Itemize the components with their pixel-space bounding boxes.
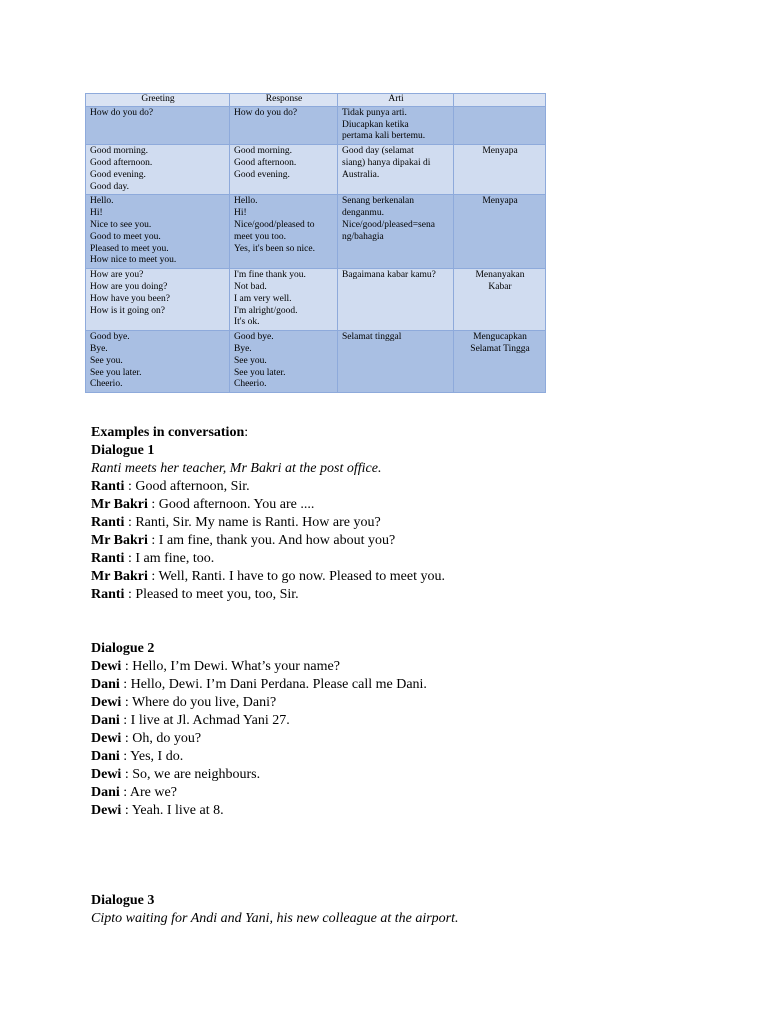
cell-line: See you. — [234, 355, 267, 366]
table-cell-greeting — [86, 106, 230, 144]
cell-line: How nice to meet you. — [90, 255, 177, 266]
line-text: : Yes, I do. — [119, 749, 184, 764]
cell-line: Cheerio. — [234, 379, 267, 390]
table-cell-response — [230, 331, 338, 393]
line-text: : Ranti, Sir. My name is Ranti. How are you? — [124, 515, 381, 530]
cell-line: Tidak punya arti. — [342, 107, 407, 118]
line-text: : Are we? — [119, 785, 177, 800]
cell-line: Diucapkan ketika — [342, 119, 409, 130]
cell-line: pertama kali bertemu. — [342, 131, 426, 142]
cell-line: How are you doing? — [90, 281, 168, 292]
header-greeting: Greeting — [86, 94, 230, 107]
dialogue-line — [91, 748, 459, 766]
greeting-table — [85, 93, 546, 393]
dialogue-line — [91, 586, 459, 604]
cell-line: How do you do? — [90, 107, 154, 118]
speaker-name: Ranti — [91, 551, 125, 566]
speaker-name: Dani — [91, 713, 120, 728]
cell-line: Mengucapkan — [473, 332, 527, 343]
table-cell-use — [454, 195, 546, 269]
cell-line: siang) hanya dipakai di — [342, 157, 431, 168]
table-cell-greeting — [86, 269, 230, 331]
cell-line: See you later. — [90, 367, 142, 378]
cell-line: ng/bahagia — [342, 231, 384, 242]
dialogue1-intro: Ranti meets her teacher, Mr Bakri at the post office. — [91, 461, 382, 476]
cell-line: How is it going on? — [90, 305, 165, 316]
cell-line: Yes, it's been so nice. — [234, 243, 315, 254]
table-row — [86, 195, 546, 269]
table-row — [86, 269, 546, 331]
table-cell-arti — [338, 145, 454, 195]
cell-line: Nice/good/pleased=sena — [342, 219, 435, 230]
speaker-name: Dewi — [91, 695, 122, 710]
cell-line: I am very well. — [234, 293, 292, 304]
table-header-row — [86, 94, 546, 107]
dialogue-line — [91, 550, 459, 568]
table-cell-response — [230, 106, 338, 144]
section-colon: : — [244, 425, 249, 440]
cell-line: Good bye. — [90, 332, 130, 343]
line-text: : Good afternoon, Sir. — [124, 479, 250, 494]
cell-line: Bagaimana kabar kamu? — [342, 270, 436, 281]
speaker-name: Dewi — [91, 731, 122, 746]
cell-line: Hello. — [234, 196, 258, 207]
dialogue-line — [91, 496, 459, 514]
speaker-name: Dani — [91, 677, 120, 692]
cell-line: Hi! — [90, 208, 103, 219]
table-cell-use — [454, 145, 546, 195]
dialogue-line — [91, 514, 459, 532]
dialogue-line — [91, 478, 459, 496]
line-text: : Pleased to meet you, too, Sir. — [124, 587, 299, 602]
speaker-name: Dewi — [91, 767, 122, 782]
dialogue-line — [91, 658, 459, 676]
cell-line: Pleased to meet you. — [90, 243, 169, 254]
line-text: : I live at Jl. Achmad Yani 27. — [119, 713, 290, 728]
dialogue-line — [91, 712, 459, 730]
cell-line: Hi! — [234, 208, 247, 219]
line-text: : Hello, Dewi. I’m Dani Perdana. Please call me Dani. — [119, 677, 427, 692]
cell-line: Menyapa — [482, 146, 518, 157]
dialogue-line — [91, 784, 459, 802]
line-text: : Hello, I’m Dewi. What’s your name? — [121, 659, 340, 674]
dialogue-line — [91, 676, 459, 694]
cell-line: Not bad. — [234, 281, 267, 292]
cell-line: Hello. — [90, 196, 114, 207]
header-blank — [454, 94, 546, 107]
cell-line: See you later. — [234, 367, 286, 378]
table-cell-greeting — [86, 145, 230, 195]
cell-line: Cheerio. — [90, 379, 123, 390]
dialogue3-title: Dialogue 3 — [91, 893, 155, 908]
table-cell-arti — [338, 106, 454, 144]
table-cell-greeting — [86, 195, 230, 269]
section-heading — [91, 424, 459, 442]
speaker-name: Dani — [91, 785, 120, 800]
table-row — [86, 106, 546, 144]
table-cell-arti — [338, 331, 454, 393]
line-text: : I am fine, thank you. And how about you? — [147, 533, 396, 548]
cell-line: I'm alright/good. — [234, 305, 298, 316]
cell-line: Good evening. — [234, 169, 290, 180]
speaker-name: Ranti — [91, 515, 125, 530]
table-cell-use — [454, 269, 546, 331]
dialogue2-title: Dialogue 2 — [91, 641, 155, 656]
cell-line: How are you? — [90, 270, 144, 281]
cell-line: Good morning. — [234, 146, 293, 157]
cell-line: Kabar — [488, 281, 512, 292]
conversation-body — [91, 424, 459, 928]
dialogue-line — [91, 802, 459, 820]
table-cell-response — [230, 269, 338, 331]
cell-line: Selamat tinggal — [342, 332, 402, 343]
table-cell-arti — [338, 195, 454, 269]
dialogue-line — [91, 568, 459, 586]
cell-line: Good bye. — [234, 332, 274, 343]
cell-line: denganmu. — [342, 208, 384, 219]
table-cell-response — [230, 195, 338, 269]
line-text: : Where do you live, Dani? — [121, 695, 277, 710]
cell-line: Selamat Tingga — [470, 343, 530, 354]
speaker-name: Mr Bakri — [91, 533, 148, 548]
line-text: : So, we are neighbours. — [121, 767, 261, 782]
cell-line: Good afternoon. — [234, 157, 297, 168]
speaker-name: Ranti — [91, 587, 125, 602]
speaker-name: Dewi — [91, 803, 122, 818]
cell-line: Menyapa — [482, 196, 518, 207]
table-cell-arti — [338, 269, 454, 331]
cell-line: Bye. — [234, 343, 252, 354]
cell-line: Bye. — [90, 343, 108, 354]
cell-line: Nice/good/pleased to — [234, 219, 315, 230]
dialogue-line — [91, 766, 459, 784]
cell-line: How have you been? — [90, 293, 170, 304]
cell-line: Senang berkenalan — [342, 196, 415, 207]
cell-line: Good day. — [90, 181, 129, 192]
line-text: : Yeah. I live at 8. — [121, 803, 224, 818]
dialogue1-title: Dialogue 1 — [91, 443, 155, 458]
line-text: : I am fine, too. — [124, 551, 215, 566]
speaker-name: Dewi — [91, 659, 122, 674]
header-arti: Arti — [338, 94, 454, 107]
cell-line: Good afternoon. — [90, 157, 153, 168]
speaker-name: Dani — [91, 749, 120, 764]
section-title: Examples in conversation — [91, 425, 245, 440]
table-cell-use — [454, 331, 546, 393]
cell-line: It's ok. — [234, 317, 260, 328]
dialogue2-lines — [91, 658, 459, 820]
table-cell-use — [454, 106, 546, 144]
dialogue-line — [91, 532, 459, 550]
table-row — [86, 331, 546, 393]
cell-line: How do you do? — [234, 107, 298, 118]
speaker-name: Mr Bakri — [91, 497, 148, 512]
cell-line: See you. — [90, 355, 123, 366]
dialogue-line — [91, 730, 459, 748]
dialogue3-intro: Cipto waiting for Andi and Yani, his new colleague at the airport. — [91, 911, 459, 926]
cell-line: meet you too. — [234, 231, 286, 242]
dialogue-line — [91, 694, 459, 712]
cell-line: Nice to see you. — [90, 219, 152, 230]
table-row — [86, 145, 546, 195]
dialogue1-lines — [91, 478, 459, 604]
speaker-name: Mr Bakri — [91, 569, 148, 584]
line-text: : Oh, do you? — [121, 731, 202, 746]
cell-line: Good to meet you. — [90, 231, 161, 242]
line-text: : Good afternoon. You are .... — [147, 497, 315, 512]
table-cell-greeting — [86, 331, 230, 393]
header-response: Response — [230, 94, 338, 107]
cell-line: Menanyakan — [475, 270, 525, 281]
cell-line: Australia. — [342, 169, 380, 180]
cell-line: Good morning. — [90, 146, 149, 157]
table-cell-response — [230, 145, 338, 195]
cell-line: Good evening. — [90, 169, 146, 180]
cell-line: I'm fine thank you. — [234, 270, 306, 281]
line-text: : Well, Ranti. I have to go now. Pleased to meet you. — [147, 569, 446, 584]
speaker-name: Ranti — [91, 479, 125, 494]
cell-line: Good day (selamat — [342, 146, 414, 157]
